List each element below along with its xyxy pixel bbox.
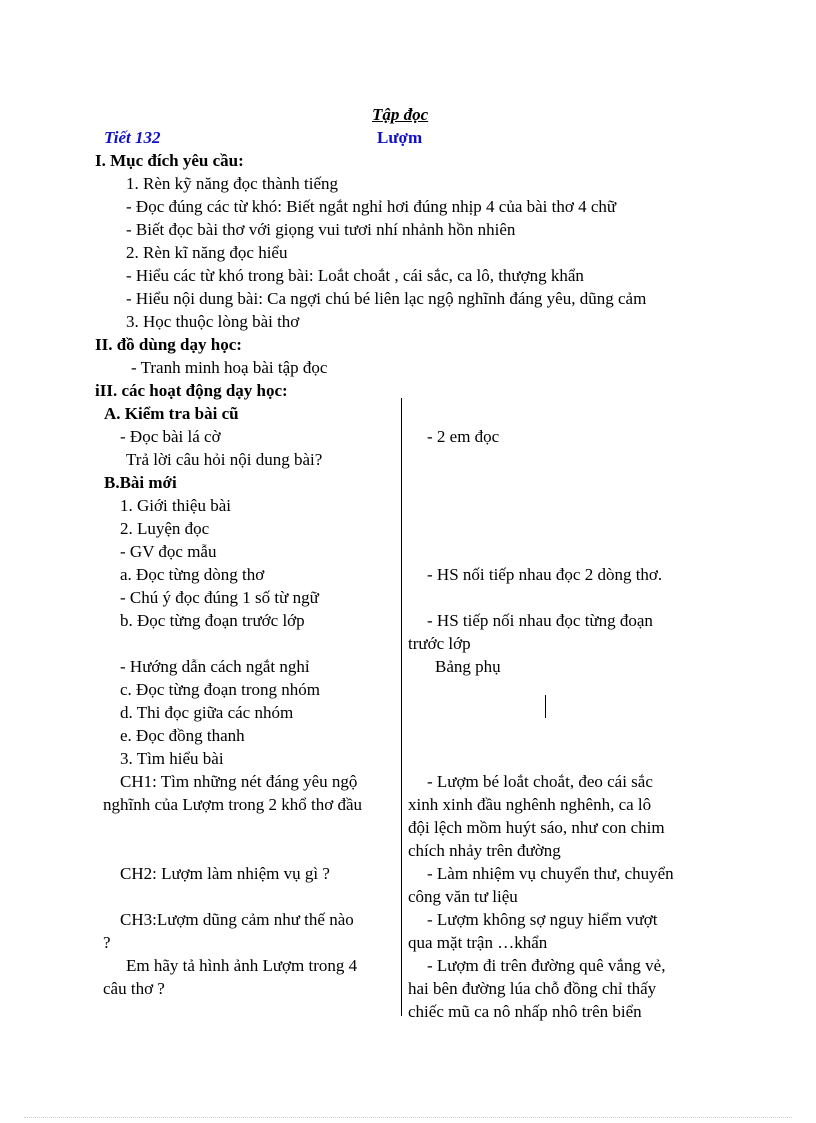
left-line: - Hướng dẫn cách ngắt nghỉ bbox=[120, 657, 310, 676]
question-4: Em hãy tả hình ảnh Lượm trong 4 bbox=[126, 956, 358, 975]
right-line: - 2 em đọc bbox=[427, 427, 500, 446]
answer-1: đội lệch mồm huýt sáo, như con chim bbox=[408, 818, 665, 837]
answer-2: công văn tư liệu bbox=[408, 887, 518, 906]
answer-3: qua mặt trận …khẩn bbox=[408, 933, 548, 952]
left-line: 1. Giới thiệu bài bbox=[120, 496, 231, 515]
part-b-heading: B.Bài mới bbox=[104, 473, 177, 492]
text-cursor bbox=[545, 695, 546, 718]
answer-4: chiếc mũ ca nô nhấp nhô trên biển bbox=[408, 1002, 642, 1021]
left-line: Trả lời câu hỏi nội dung bài? bbox=[126, 450, 323, 469]
page-footer-dots bbox=[24, 1117, 792, 1118]
answer-1: chích nhảy trên đường bbox=[408, 841, 561, 860]
left-line: 3. Tìm hiểu bài bbox=[120, 749, 224, 768]
answer-4: - Lượm đi trên đường quê vắng vẻ, bbox=[427, 956, 666, 975]
section-1-heading: I. Mục đích yêu cầu: bbox=[95, 151, 244, 170]
question-3: ? bbox=[103, 933, 111, 952]
goal-line: 3. Học thuộc lòng bài thơ bbox=[126, 312, 300, 331]
answer-3: - Lượm không sợ nguy hiểm vượt bbox=[427, 910, 658, 929]
left-line: e. Đọc đồng thanh bbox=[120, 726, 245, 745]
left-line: d. Thi đọc giữa các nhóm bbox=[120, 703, 294, 722]
lesson-title: Lượm bbox=[377, 128, 423, 147]
goal-line: - Hiểu nội dung bài: Ca ngợi chú bé liên lạc ngộ nghĩnh đáng yêu, dũng cảm bbox=[126, 289, 647, 308]
right-line: trước lớp bbox=[408, 634, 471, 653]
answer-1: xinh xinh đầu nghênh nghênh, ca lô bbox=[408, 795, 652, 814]
goal-line: - Hiểu các từ khó trong bài: Loắt choắt , cái sắc, ca lô, thượng khẩn bbox=[126, 266, 584, 285]
section-2-heading: II. đồ dùng dạy học: bbox=[95, 335, 242, 354]
lesson-number: Tiết 132 bbox=[104, 128, 161, 147]
part-a-heading: A. Kiểm tra bài cũ bbox=[104, 404, 239, 423]
question-1: CH1: Tìm những nét đáng yêu ngộ bbox=[120, 772, 358, 791]
left-line: c. Đọc từng đoạn trong nhóm bbox=[120, 680, 320, 699]
goal-line: 2. Rèn kĩ năng đọc hiểu bbox=[126, 243, 288, 262]
right-line: - HS nối tiếp nhau đọc 2 dòng thơ. bbox=[427, 565, 663, 584]
left-line: - GV đọc mẫu bbox=[120, 542, 217, 561]
question-1: nghĩnh của Lượm trong 2 khổ thơ đầu bbox=[103, 795, 363, 814]
subject-title: Tập đọc bbox=[372, 105, 429, 124]
answer-4: hai bên đường lúa chỗ đồng chỉ thấy bbox=[408, 979, 657, 998]
left-line: a. Đọc từng dòng thơ bbox=[120, 565, 265, 584]
question-2: CH2: Lượm làm nhiệm vụ gì ? bbox=[120, 864, 330, 883]
goal-line: 1. Rèn kỹ năng đọc thành tiếng bbox=[126, 174, 338, 193]
goal-line: - Biết đọc bài thơ với giọng vui tươi nhí nhảnh hồn nhiên bbox=[126, 220, 516, 239]
question-3: CH3:Lượm dũng cảm như thế nào bbox=[120, 910, 354, 929]
left-line: b. Đọc từng đoạn trước lớp bbox=[120, 611, 305, 630]
section-3-heading: iII. các hoạt động dạy học: bbox=[95, 381, 288, 400]
equipment-line: - Tranh minh hoạ bài tập đọc bbox=[131, 358, 328, 377]
right-line: - HS tiếp nối nhau đọc từng đoạn bbox=[427, 611, 653, 630]
right-line: Bảng phụ bbox=[435, 657, 501, 676]
column-divider bbox=[401, 398, 402, 1016]
goal-line: - Đọc đúng các từ khó: Biết ngắt nghỉ hơi đúng nhịp 4 của bài thơ 4 chữ bbox=[126, 197, 617, 216]
left-line: 2. Luyện đọc bbox=[120, 519, 210, 538]
left-line: - Chú ý đọc đúng 1 số từ ngữ bbox=[120, 588, 319, 607]
question-4: câu thơ ? bbox=[103, 979, 165, 998]
left-line: - Đọc bài lá cờ bbox=[120, 427, 221, 446]
answer-2: - Làm nhiệm vụ chuyển thư, chuyển bbox=[427, 864, 674, 883]
answer-1: - Lượm bé loắt choắt, đeo cái sắc bbox=[427, 772, 653, 791]
